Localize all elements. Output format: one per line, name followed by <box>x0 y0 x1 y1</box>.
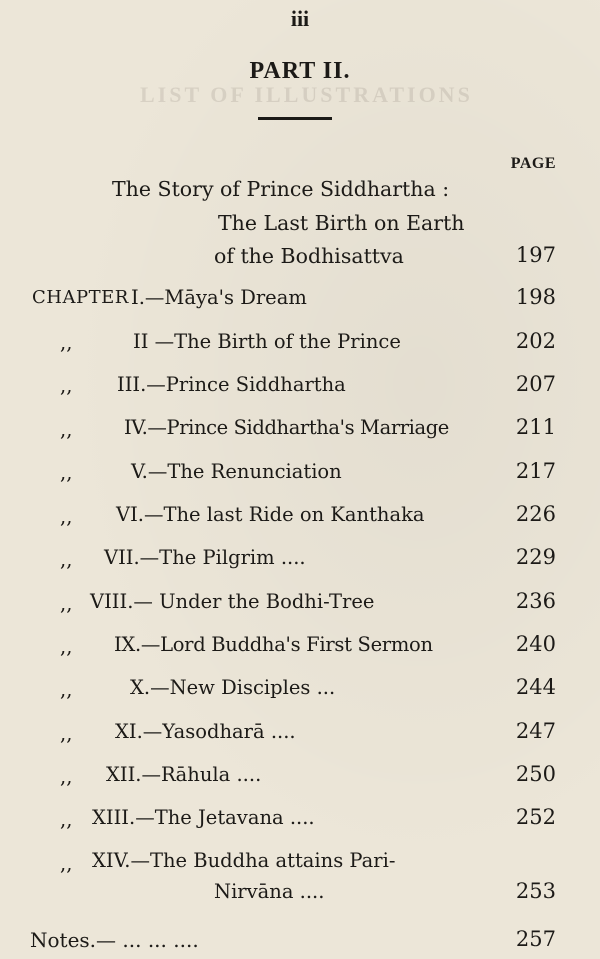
toc-entry-text: VIII.— Under the Bodhi-Tree <box>90 590 375 613</box>
toc-entry-text: VII.—The Pilgrim .... <box>104 546 306 569</box>
toc-entry-text: IX.—Lord Buddha's First Sermon <box>114 633 433 656</box>
toc-entry-text: XII.—Rāhula .... <box>106 763 262 786</box>
toc-entry-text: I.—Māya's Dream <box>131 286 307 309</box>
ditto-mark: ,, <box>60 461 73 484</box>
toc-entry-text: XIV.—The Buddha attains Pari- <box>92 849 396 872</box>
page-column-label: PAGE <box>510 155 556 172</box>
story-title-line2: The Last Birth on Earth <box>218 211 465 235</box>
toc-page-number: 207 <box>515 372 556 396</box>
story-page-number: 197 <box>515 243 556 267</box>
toc-page-number: 250 <box>515 762 556 786</box>
ditto-mark: ,, <box>60 852 73 875</box>
ditto-mark: ,, <box>60 418 73 441</box>
toc-page-number: 211 <box>515 415 556 439</box>
ditto-mark: ,, <box>60 808 73 831</box>
toc-page-number: 247 <box>515 719 556 743</box>
toc-page-number: 236 <box>515 589 556 613</box>
toc-page-number: 229 <box>515 545 556 569</box>
part-title: PART II. <box>249 58 351 84</box>
ditto-mark: ,, <box>60 592 73 615</box>
ditto-mark: ,, <box>60 765 73 788</box>
toc-entry-text: Nirvāna .... <box>214 880 325 903</box>
ditto-mark: ,, <box>60 505 73 528</box>
title-rule <box>258 117 332 120</box>
bleed-through-heading: LIST OF ILLUSTRATIONS <box>140 82 473 107</box>
toc-page-number: 198 <box>515 285 556 309</box>
toc-page-number: 240 <box>515 632 556 656</box>
ditto-mark: ,, <box>60 548 73 571</box>
toc-entry-text: XIII.—The Jetavana .... <box>92 806 315 829</box>
toc-page-number: 253 <box>515 879 556 903</box>
notes-page-number: 257 <box>515 927 556 951</box>
ditto-mark: ,, <box>60 678 73 701</box>
toc-page-number: 202 <box>515 329 556 353</box>
toc-entry-text: II —The Birth of the Prince <box>133 330 401 353</box>
notes-entry-text: Notes.— ... ... .... <box>30 928 199 952</box>
ditto-mark: ,, <box>60 635 73 658</box>
toc-page-number: 252 <box>515 805 556 829</box>
chapter-label: CHAPTER <box>32 287 129 308</box>
ditto-mark: ,, <box>60 722 73 745</box>
toc-entry-text: X.—New Disciples ... <box>130 676 336 699</box>
toc-page-number: 244 <box>515 675 556 699</box>
ditto-mark: ,, <box>60 331 73 354</box>
story-title-line3: of the Bodhisattva <box>214 244 404 268</box>
toc-entry-text: IV.—Prince Siddhartha's Marriage <box>124 416 449 439</box>
ditto-mark: ,, <box>60 374 73 397</box>
toc-page-number: 217 <box>515 459 556 483</box>
story-title-line1: The Story of Prince Siddhartha : <box>112 177 450 201</box>
toc-entry-text: XI.—Yasodharā .... <box>115 720 296 743</box>
toc-entry-text: VI.—The last Ride on Kanthaka <box>116 503 425 526</box>
page-folio: iii <box>290 6 310 31</box>
toc-entry-text: III.—Prince Siddhartha <box>117 373 346 396</box>
toc-page-number: 226 <box>515 502 556 526</box>
toc-entry-text: V.—The Renunciation <box>131 460 342 483</box>
